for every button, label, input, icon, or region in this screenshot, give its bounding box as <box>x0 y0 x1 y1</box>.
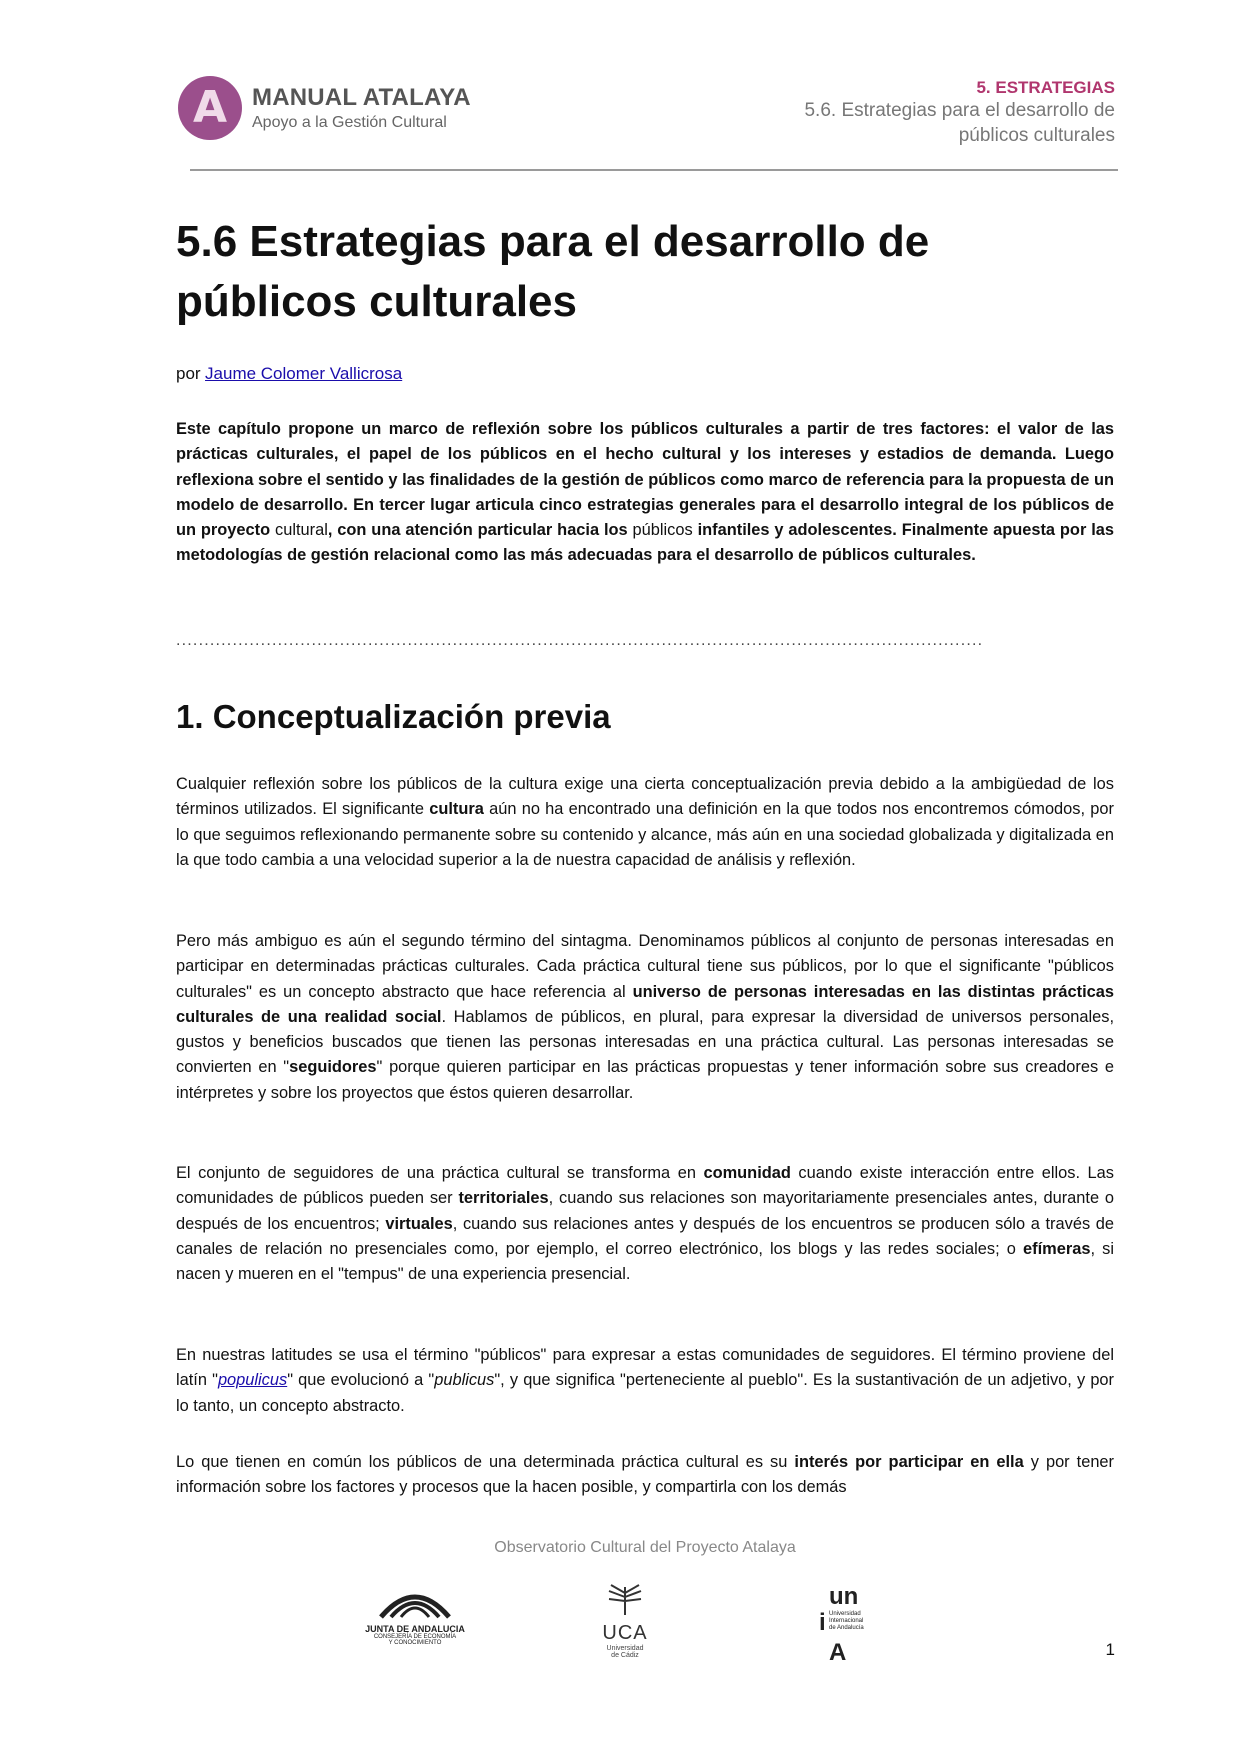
junta-arch-icon <box>375 1583 455 1619</box>
junta-andalucia-logo: JUNTA DE ANDALUCIA CONSEJERÍA DE ECONOMÍA Y CONOCIMIENTO <box>360 1583 470 1646</box>
footer-logos: JUNTA DE ANDALUCIA CONSEJERÍA DE ECONOMÍA Y CONOCIMIENTO UCA Universidad de Cádiz un i A Universidad Internacional de Andalucía <box>270 1583 950 1663</box>
page-title: 5.6 Estrategias para el desarrollo de públicos culturales <box>176 217 930 326</box>
running-header <box>755 78 1115 148</box>
logo-title: MANUAL ATALAYA <box>252 84 471 111</box>
paragraph-1: Cualquier reflexión sobre los públicos de la cultura exige una cierta conceptualización previa debido a la ambigüedad de los términos utilizados. El significante cultura aún no ha encontrado una definición en la que todos nos encontremos cómodos, por lo que seguimos reflexionando permanente sobre su contenido y alcance, más aún en una sociedad globalizada y digitalizada en la que todo cambia a una velocidad superior a la de nuestra capacidad de análisis y reflexión. <box>176 775 1114 869</box>
abstract-word-cultural: cultural <box>275 521 328 540</box>
paragraph-3: El conjunto de seguidores de una práctica cultural se transforma en comunidad cuando existe interacción entre ellos. Las comunidades de públicos pueden ser territoriales, cuando sus relaciones son mayoritariamente presenciales antes, durante o después de los encuentros; virtuales, cuando sus relaciones antes y después de los encuentros se producen sólo a través de canales de relación no presenciales como, por ejemplo, el correo electrónico, los blogs y las redes sociales; o efímeras, si nacen y mueren en el "tempus" de una experiencia presencial. <box>176 1164 1115 1284</box>
footer-text: Observatorio Cultural del Proyecto Atalaya <box>494 1539 796 1556</box>
populicus-link[interactable]: populicus <box>217 1371 288 1390</box>
abstract <box>176 417 1114 569</box>
logo-subtitle: Apoyo a la Gestión Cultural <box>252 114 447 131</box>
uca-emblem-icon <box>603 1583 647 1617</box>
running-header-section: 5. ESTRATEGIAS <box>976 78 1115 97</box>
abstract-text-1: Este capítulo propone un marco de reflexión sobre los públicos culturales a partir de tres factores: el valor de las prácticas culturales, el papel de los públicos en el hecho cultural y los intereses y estadios de demanda. Luego reflexiona sobre el sentido y las finalidades de la gestión de públicos como marco de referencia para la propuesta de un modelo de desarrollo. En tercer lugar articula cinco estrategias generales para el desarrollo integral de los públicos de un proyecto <box>176 420 1114 540</box>
manual-atalaya-logo <box>178 74 478 144</box>
author-link[interactable]: Jaume Colomer Vallicrosa <box>205 364 403 383</box>
section-heading: 1. Conceptualización previa <box>176 698 611 735</box>
page-number: 1 <box>1105 1640 1115 1659</box>
paragraph-2: Pero más ambiguo es aún el segundo término del sintagma. Denominamos públicos al conjunto de personas interesadas en participar en determinadas prácticas culturales. Cada práctica cultural tiene sus públicos, por lo que el significante "públicos culturales" es un concepto abstracto que hace referencia al universo de personas interesadas en las distintas prácticas culturales de una realidad social. Hablamos de públicos, en plural, para expresar la diversidad de universos personales, gustos y beneficios buscados que tienen las personas interesadas en una práctica cultural. Las personas interesadas se convierten en "seguidores" porque quieren participar en las prácticas propuestas y tener información sobre sus creadores e intérpretes y sobre los proyectos que éstos quieren desarrollar. <box>176 932 1115 1102</box>
section-1 <box>176 698 1114 736</box>
title-block <box>176 212 1114 332</box>
uca-logo: UCA Universidad de Cádiz <box>580 1583 670 1659</box>
abstract-text-2: , con una atención particular hacia los <box>327 521 628 540</box>
abstract-text-3: infantiles y adolescentes. Finalmente apuesta por las metodologías de gestión relacional como las más adecuadas para el desarrollo de públicos culturales. <box>176 521 1114 565</box>
paragraph-5: Lo que tienen en común los públicos de una determinada práctica cultural es su interés por participar en ella y por tener información sobre los factores y procesos que la hacen posible, y compartirla con los demás <box>176 1453 1115 1497</box>
running-header-subsection: 5.6. Estrategias para el desarrollo de públicos culturales <box>804 100 1115 146</box>
abstract-word-publicos: públicos <box>632 521 693 540</box>
atalaya-logo-icon: A <box>178 76 242 140</box>
header-divider <box>190 169 1118 171</box>
author-line <box>176 364 1114 384</box>
author-prefix: por <box>176 364 201 383</box>
paragraph-4: En nuestras latitudes se usa el término "públicos" para expresar a estas comunidades de seguidores. El término proviene del latín "populicus" que evolucionó a "publicus", y que significa "perteneciente al pueblo". Es la sustantivación de un adjetivo, y por lo tanto, un concepto abstracto. <box>176 1346 1115 1415</box>
dotted-separator: ............................................................................................................................................... <box>176 632 984 649</box>
